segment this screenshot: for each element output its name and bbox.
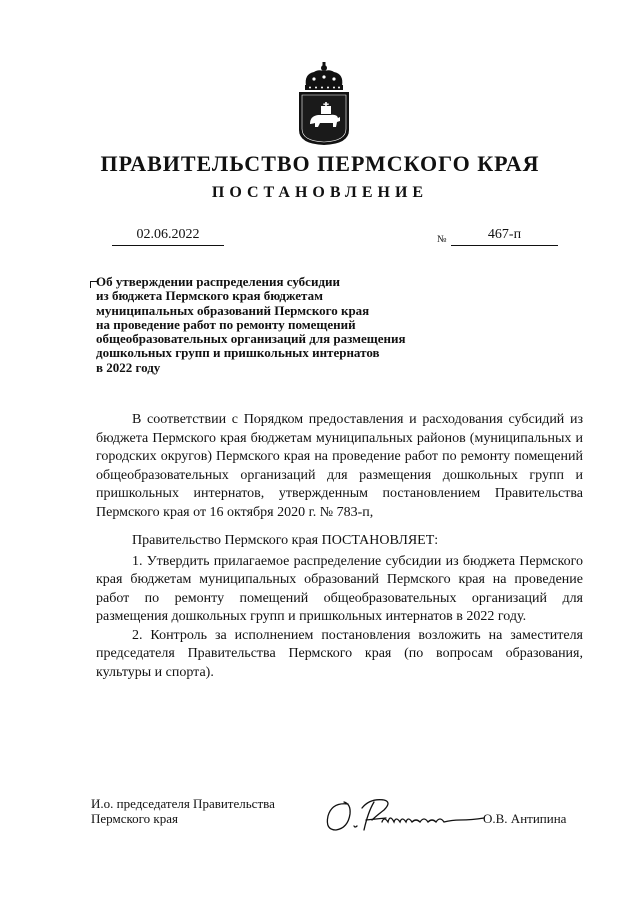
document-type: ПОСТАНОВЛЕНИЕ	[211, 184, 429, 201]
preamble-paragraph: В соответствии с Порядком предоставления и расходования субсидий из бюджета Пермского края бюджетам муниципальных районов (муниципальных и городских округов) Пермского края на проведение работ по ремонту помещений общеобразовательных организаций для размещения дошкольных групп и пришкольных интернатов, утвержденным постановлением Правительства Пермского края от 16 октября 2020 г. № 783-п,	[96, 412, 583, 520]
subject-line: дошкольных групп и пришкольных интернатов	[96, 345, 380, 361]
clause-1-paragraph: 1. Утвердить прилагаемое распределение субсидии из бюджета Пермского края бюджетам муниципальных образований Пермского края на проведение работ по ремонту помещений общеобразовательных организаций для размещения дошкольных групп и пришкольных интернатов в 2022 году.	[96, 553, 583, 624]
document-date: 02.06.2022	[112, 227, 224, 246]
handwritten-signature	[322, 790, 490, 840]
signatory-role-line: Пермского края	[91, 811, 178, 826]
signatory-role-line: И.о. председателя Правительства	[91, 796, 275, 811]
signatory-role	[91, 796, 275, 826]
subject-line: на проведение работ по ремонту помещений	[96, 316, 356, 332]
government-title: ПРАВИТЕЛЬСТВО ПЕРМСКОГО КРАЯ	[100, 151, 540, 176]
document-subject	[96, 275, 476, 375]
resolves-paragraph: Правительство Пермского края ПОСТАНОВЛЯЕТ:	[132, 533, 439, 548]
coat-of-arms-icon	[296, 60, 352, 146]
subject-line: в 2022 году	[96, 359, 161, 375]
subject-line: общеобразовательных организаций для размещения	[96, 331, 406, 347]
clause-2-paragraph: 2. Контроль за исполнением постановления возложить на заместителя председателя Правительства Пермского края (по вопросам образования, культуры и спорта).	[96, 627, 583, 680]
subject-line: муниципальных образований Пермского края	[96, 302, 370, 318]
signer-name: О.В. Антипина	[483, 811, 567, 826]
subject-line: из бюджета Пермского края бюджетам	[96, 288, 323, 304]
subject-line: Об утверждении распределения субсидии	[96, 274, 340, 289]
number-label: №	[437, 234, 447, 245]
document-number: 467-п	[451, 227, 558, 246]
document-body	[96, 411, 583, 682]
